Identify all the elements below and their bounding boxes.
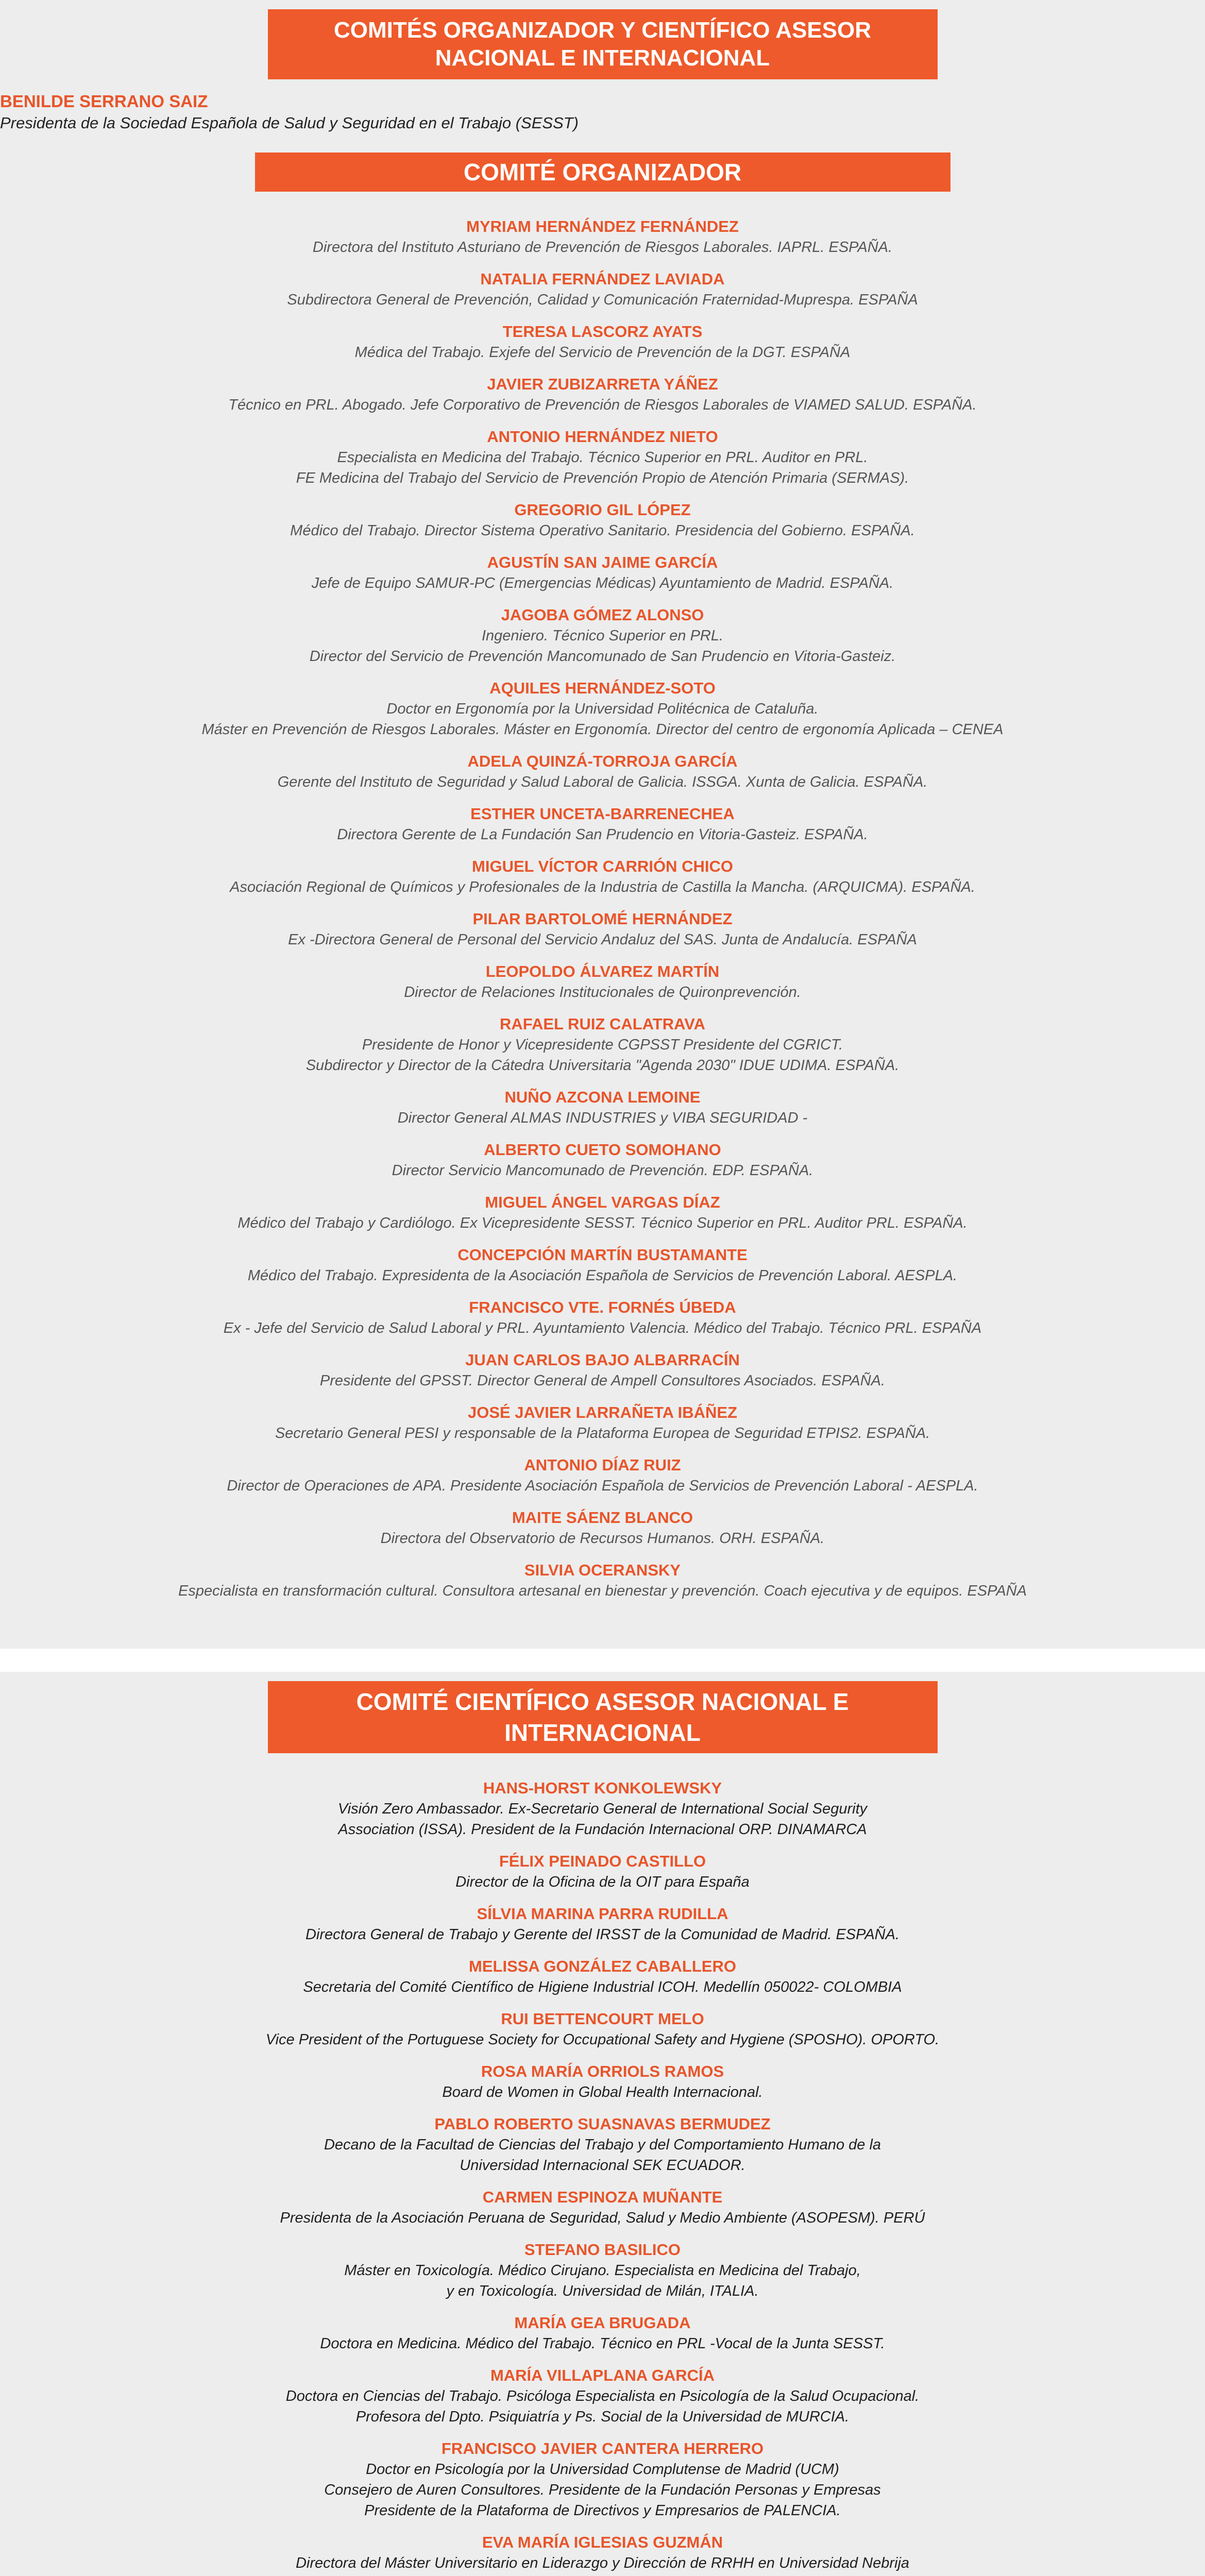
committee-member (0, 321, 1205, 363)
president-role: Presidenta de la Sociedad Española de Salud y Seguridad en el Trabajo (SESST) (0, 114, 579, 132)
committee-member (0, 2061, 1205, 2103)
member-role: Directora del Máster Universitario en Liderazgo y Dirección de RRHH en Universidad Nebrija (295, 2555, 910, 2571)
member-role: Gerente del Instituto de Seguridad y Salud Laboral de Galicia. ISSGA. Xunta de Galicia. ESPAÑA. (277, 774, 928, 790)
committee-member (0, 2240, 1205, 2301)
committee-member (0, 751, 1205, 792)
member-name: ANTONIO DÍAZ RUIZ (524, 1456, 681, 1474)
member-role: Máster en Toxicología. Médico Cirujano. Especialista en Medicina del Trabajo, (344, 2262, 861, 2279)
committee-member (0, 909, 1205, 950)
committee-member (0, 1297, 1205, 1338)
member-role: Subdirectora General de Prevención, Calidad y Comunicación Fraternidad-Muprespa. ESPAÑA (287, 292, 918, 308)
scientific-committee-title: COMITÉ CIENTÍFICO ASESOR NACIONAL E INTERNACIONAL (268, 1681, 938, 1753)
member-name: ADELA QUINZÁ-TORROJA GARCÍA (467, 752, 738, 770)
member-role: Secretaria del Comité Científico de Higiene Industrial ICOH. Medellín 050022- COLOMBIA (303, 1979, 902, 1995)
member-name: MAITE SÁENZ BLANCO (512, 1509, 693, 1527)
member-role: Médica del Trabajo. Exjefe del Servicio de Prevención de la DGT. ESPAÑA (354, 344, 851, 361)
member-role: FE Medicina del Trabajo del Servicio de Prevención Propio de Atención Primaria (SERMAS). (296, 470, 909, 486)
member-name: PILAR BARTOLOMÉ HERNÁNDEZ (472, 910, 733, 928)
committee-member (0, 1956, 1205, 1997)
member-name: AQUILES HERNÁNDEZ-SOTO (489, 679, 716, 697)
member-name: MARÍA GEA BRUGADA (514, 2314, 691, 2332)
member-role: Médico del Trabajo. Expresidenta de la Asociación Española de Servicios de Prevención Laboral. AESPLA. (247, 1267, 958, 1284)
member-name: MIGUEL VÍCTOR CARRIÓN CHICO (472, 857, 733, 875)
committee-member (0, 269, 1205, 310)
member-role: Doctor en Ergonomía por la Universidad Politécnica de Cataluña. (386, 701, 819, 717)
member-role: Técnico en PRL. Abogado. Jefe Corporativo de Prevención de Riesgos Laborales de VIAMED SALUD. ESPAÑA. (228, 397, 977, 413)
member-name: MYRIAM HERNÁNDEZ FERNÁNDEZ (466, 217, 739, 235)
committee-member (0, 2313, 1205, 2354)
committee-member (0, 1087, 1205, 1128)
committees-title-line2: NACIONAL E INTERNACIONAL (435, 45, 770, 71)
committee-member (0, 374, 1205, 415)
member-name: CONCEPCIÓN MARTÍN BUSTAMANTE (457, 1246, 748, 1264)
member-name: JAVIER ZUBIZARRETA YÁÑEZ (487, 375, 718, 393)
committee-member (0, 678, 1205, 740)
member-role: Presidente de Honor y Vicepresidente CGPSST Presidente del CGRICT. (362, 1037, 843, 1053)
member-name: SÍLVIA MARINA PARRA RUDILLA (477, 1905, 728, 1923)
member-role: Director de Operaciones de APA. Presidente Asociación Española de Servicios de Prevención Laboral - AESPLA. (227, 1478, 978, 1494)
member-name: JAGOBA GÓMEZ ALONSO (501, 606, 704, 624)
member-role: Médico del Trabajo y Cardiólogo. Ex Vicepresidente SESST. Técnico Superior en PRL. Auditor PRL. ESPAÑA. (237, 1215, 968, 1231)
member-name: JOSÉ JAVIER LARRAÑETA IBÁÑEZ (467, 1403, 738, 1421)
scientific-committee-panel (0, 1672, 1205, 2576)
member-role: Médico del Trabajo. Director Sistema Operativo Sanitario. Presidencia del Gobierno. ESPAÑA. (290, 522, 915, 539)
member-role: Decano de la Facultad de Ciencias del Trabajo y del Comportamiento Humano de la (324, 2137, 881, 2153)
member-name: NUÑO AZCONA LEMOINE (504, 1088, 701, 1106)
committee-member (0, 1778, 1205, 1840)
committee-member (0, 2438, 1205, 2521)
member-role: Máster en Prevención de Riesgos Laborales. Máster en Ergonomía. Director del centro de ergonomía Aplicada – CENEA (201, 721, 1004, 738)
member-role: Universidad Internacional SEK ECUADOR. (460, 2157, 745, 2174)
committee-member (0, 804, 1205, 845)
member-role (0, 2573, 1205, 2576)
committee-member (0, 1455, 1205, 1496)
member-name: ESTHER UNCETA-BARRENECHEA (470, 805, 735, 823)
committee-member (0, 500, 1205, 541)
committee-member (0, 856, 1205, 897)
organizing-committee-list (0, 216, 1205, 1601)
member-role: Board de Women in Global Health Internacional. (442, 2084, 763, 2100)
member-name: MARÍA VILLAPLANA GARCÍA (490, 2366, 715, 2384)
member-name: RAFAEL RUIZ CALATRAVA (500, 1015, 705, 1033)
committee-member (0, 1851, 1205, 1892)
member-role: Doctora en Ciencias del Trabajo. Psicóloga Especialista en Psicología de la Salud Ocupacional. (285, 2388, 920, 2404)
member-role: Subdirector y Director de la Cátedra Universitaria "Agenda 2030" IDUE UDIMA. ESPAÑA. (306, 1057, 899, 1074)
committee-member (0, 2187, 1205, 2228)
member-name: AGUSTÍN SAN JAIME GARCÍA (487, 553, 718, 571)
member-name: MIGUEL ÁNGEL VARGAS DÍAZ (485, 1193, 720, 1211)
member-role: Ingeniero. Técnico Superior en PRL. (481, 628, 724, 644)
member-role: y en Toxicología. Universidad de Milán, ITALIA. (446, 2283, 759, 2299)
member-role: Directora General de Trabajo y Gerente del IRSST de la Comunidad de Madrid. ESPAÑA. (305, 1926, 900, 1943)
member-role: Profesora del Dpto. Psiquiatría y Ps. Social de la Universidad de MURCIA. (355, 2409, 850, 2425)
member-role: Director Servicio Mancomunado de Prevención. EDP. ESPAÑA. (392, 1162, 813, 1179)
member-name: ALBERTO CUETO SOMOHANO (484, 1141, 721, 1159)
committee-member (0, 1192, 1205, 1233)
committee-member (0, 1402, 1205, 1444)
member-role: Visión Zero Ambassador. Ex-Secretario General de International Social Segurity (337, 1801, 868, 1817)
member-role: Jefe de Equipo SAMUR-PC (Emergencias Médicas) Ayuntamiento de Madrid. ESPAÑA. (311, 575, 894, 591)
member-role: Director de la Oficina de la OIT para España (455, 1874, 750, 1890)
president-name: BENILDE SERRANO SAIZ (0, 92, 208, 111)
committee-member (0, 552, 1205, 594)
member-name: STEFANO BASILICO (524, 2241, 681, 2259)
committee-member (0, 1904, 1205, 1945)
member-role: Especialista en Medicina del Trabajo. Técnico Superior en PRL. Auditor en PRL. (337, 449, 868, 466)
member-role: Presidente del GPSST. Director General de Ampell Consultores Asociados. ESPAÑA. (319, 1372, 886, 1389)
member-name: TERESA LASCORZ AYATS (502, 323, 703, 341)
member-role: Director General ALMAS INDUSTRIES y VIBA SEGURIDAD - (397, 1110, 808, 1126)
member-role: Vice President of the Portuguese Society for Occupational Safety and Hygiene (SPOSHO). OPORTO. (265, 2031, 940, 2048)
member-name: HANS-HORST KONKOLEWSKY (483, 1779, 722, 1797)
committee-member (0, 1014, 1205, 1076)
member-name: MELISSA GONZÁLEZ CABALLERO (469, 1957, 736, 1975)
member-role: Directora del Observatorio de Recursos Humanos. ORH. ESPAÑA. (380, 1530, 825, 1547)
member-role: Director del Servicio de Prevención Mancomunado de San Prudencio en Vitoria-Gasteiz. (309, 648, 896, 665)
organizing-committee-title: COMITÉ ORGANIZADOR (255, 152, 951, 192)
member-role: Secretario General PESI y responsable de la Plataforma Europea de Seguridad ETPIS2. ESPAÑA. (275, 1425, 930, 1442)
scientific-committee-list (0, 1778, 1205, 2576)
member-name: ANTONIO HERNÁNDEZ NIETO (487, 428, 718, 446)
committee-member (0, 961, 1205, 1003)
committee-member (0, 216, 1205, 258)
member-name: NATALIA FERNÁNDEZ LAVIADA (480, 270, 725, 288)
member-name: CARMEN ESPINOZA MUÑANTE (482, 2188, 723, 2206)
member-role: Asociación Regional de Químicos y Profesionales de la Industria de Castilla la Mancha. (ARQUICMA). ESPAÑA. (230, 879, 975, 895)
committee-member (0, 2114, 1205, 2176)
member-role: Directora Gerente de La Fundación San Prudencio en Vitoria-Gasteiz. ESPAÑA. (337, 826, 868, 843)
member-name: JUAN CARLOS BAJO ALBARRACÍN (465, 1351, 740, 1369)
member-name: FÉLIX PEINADO CASTILLO (499, 1852, 706, 1870)
member-role: Doctora en Medicina. Médico del Trabajo. Técnico en PRL -Vocal de la Junta SESST. (320, 2335, 885, 2352)
committee-member (0, 1140, 1205, 1181)
member-role: Doctor en Psicología por la Universidad Complutense de Madrid (UCM) (366, 2461, 839, 2478)
member-name: PABLO ROBERTO SUASNAVAS BERMUDEZ (434, 2115, 771, 2133)
president-entry (0, 91, 1205, 134)
member-name: FRANCISCO VTE. FORNÉS ÚBEDA (469, 1298, 736, 1316)
member-role: Ex -Directora General de Personal del Servicio Andaluz del SAS. Junta de Andalucía. ESPAÑA (288, 931, 917, 948)
committee-member (0, 1560, 1205, 1601)
member-role: Presidente de la Plataforma de Directivos y Empresarios de PALENCIA. (364, 2502, 841, 2519)
member-name: LEOPOLDO ÁLVAREZ MARTÍN (485, 962, 720, 980)
committees-header-banner (268, 9, 938, 79)
member-name: RUI BETTENCOURT MELO (501, 2010, 704, 2028)
member-role: Consejero de Auren Consultores. Presidente de la Fundación Personas y Empresas (324, 2482, 881, 2498)
committee-member (0, 2532, 1205, 2576)
member-role: Presidenta de la Asociación Peruana de Seguridad, Salud y Medio Ambiente (ASOPESM). PERÚ (280, 2210, 925, 2226)
committee-member (0, 2009, 1205, 2050)
member-role: Director de Relaciones Institucionales de Quironprevención. (404, 984, 801, 1001)
committee-member (0, 1350, 1205, 1391)
committees-title-line1: COMITÉS ORGANIZADOR Y CIENTÍFICO ASESOR (333, 18, 872, 43)
member-role: Ex - Jefe del Servicio de Salud Laboral y PRL. Ayuntamiento Valencia. Médico del Trabajo. Técnico PRL. ESPAÑA (223, 1320, 982, 1336)
member-name: SILVIA OCERANSKY (524, 1561, 681, 1579)
member-role: Association (ISSA). President de la Fundación Internacional ORP. DINAMARCA (338, 1821, 867, 1838)
member-role: Directora del Instituto Asturiano de Prevención de Riesgos Laborales. IAPRL. ESPAÑA. (312, 239, 893, 256)
member-name: EVA MARÍA IGLESIAS GUZMÁN (482, 2533, 723, 2551)
member-name: ROSA MARÍA ORRIOLS RAMOS (481, 2062, 724, 2080)
committee-member (0, 427, 1205, 488)
committee-member (0, 1507, 1205, 1549)
member-role: Especialista en transformación cultural. Consultora artesanal en bienestar y prevención. Coach ejecutiva y de equipos. ESPAÑA (178, 1583, 1027, 1599)
member-name: FRANCISCO JAVIER CANTERA HERRERO (441, 2439, 764, 2458)
committee-member (0, 2365, 1205, 2427)
member-name: GREGORIO GIL LÓPEZ (514, 501, 691, 519)
committee-member (0, 1245, 1205, 1286)
committee-member (0, 605, 1205, 667)
